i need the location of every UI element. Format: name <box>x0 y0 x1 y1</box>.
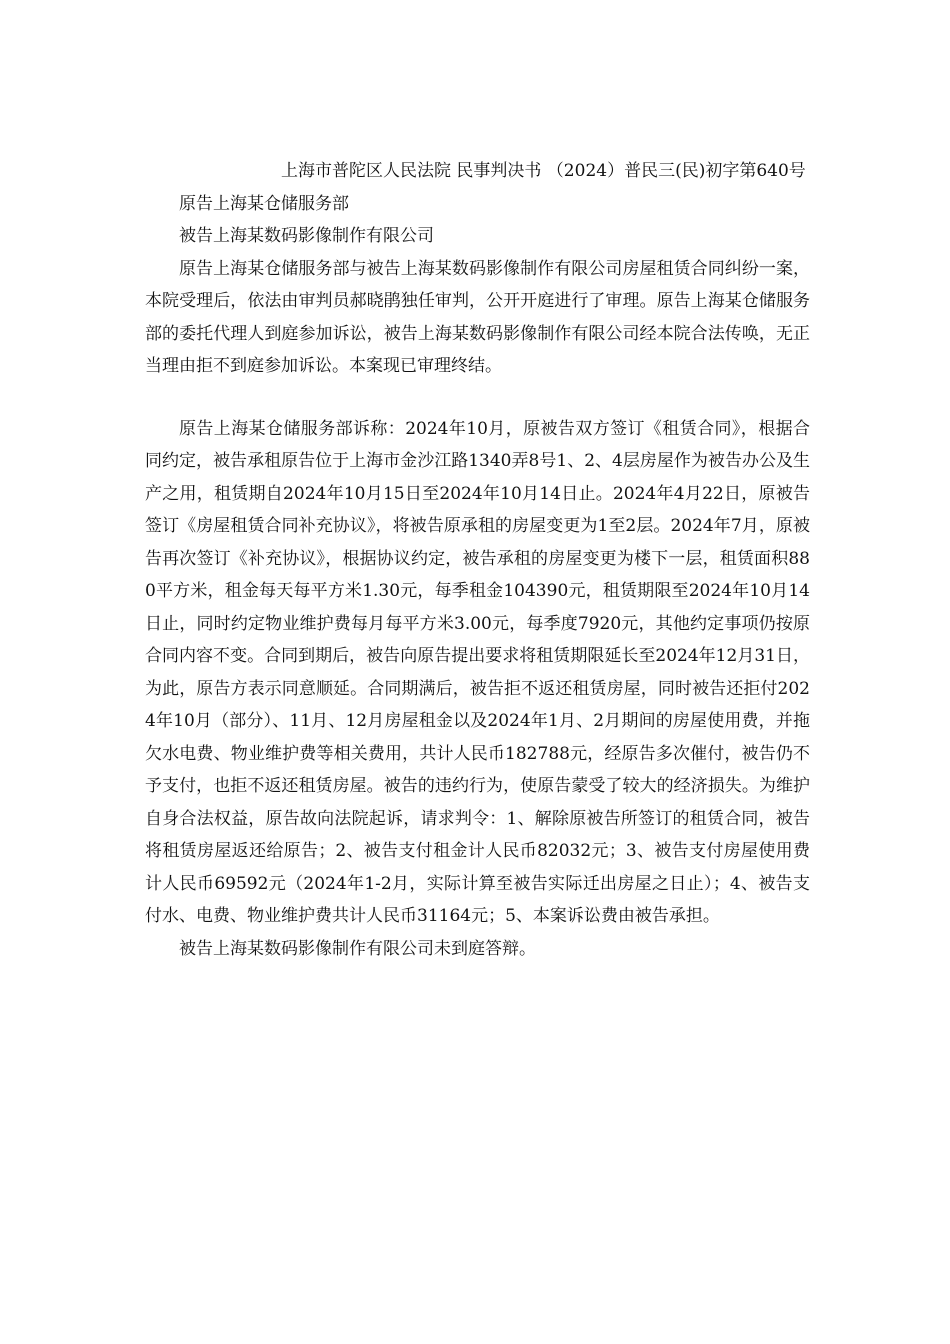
document-body <box>145 155 810 965</box>
paragraph-gap <box>145 383 810 413</box>
judgment-title: 上海市普陀区人民法院 民事判决书 （2024）普民三(民)初字第640号 <box>281 161 806 181</box>
defense-paragraph: 被告上海某数码影像制作有限公司未到庭答辩。 <box>179 938 536 959</box>
plaintiff-line: 原告上海某仓储服务部 <box>179 193 349 214</box>
case-intro-paragraph: 原告上海某仓储服务部与被告上海某数码影像制作有限公司房屋租赁合同纠纷一案，本院受理后，依法由审判员郝晓鹃独任审判，公开开庭进行了审理。原告上海某仓储服务部的委托代理人到庭参加诉讼，被告上海某数码影像制作有限公司经本院合法传唤，无正当理由拒不到庭参加诉讼。本案现已审理终结。 <box>145 258 810 376</box>
plaintiff-claim-paragraph: 原告上海某仓储服务部诉称：2024年10月，原被告双方签订《租赁合同》，根据合同约定，被告承租原告位于上海市金沙江路1340弄8号1、2、4层房屋作为被告办公及生产之用，租赁期自2024年10月15日至2024年10月14日止。2024年4月22日，原被告签订《房屋租赁合同补充协议》，将被告原承租的房屋变更为1至2层。2024年7月，原被告再次签订《补充协议》，根据协议约定，被告承租的房屋变更为楼下一层，租赁面积880平方米，租金每天每平方米1.30元，每季租金104390元，租赁期限至2024年10月14日止，同时约定物业维护费每月每平方米3.00元，每季度7920元，其他约定事项仍按原合同内容不变。合同到期后，被告向原告提出要求将租赁期限延长至2024年12月31日，为此，原告方表示同意顺延。合同期满后，被告拒不返还租赁房屋，同时被告还拒付2024年10月（部分）、11月、12月房屋租金以及2024年1月、2月期间的房屋使用费，并拖欠水电费、物业维护费等相关费用，共计人民币182788元，经原告多次催付，被告仍不予支付，也拒不返还租赁房屋。被告的违约行为，使原告蒙受了较大的经济损失。为维护自身合法权益，原告故向法院起诉，请求判令：1、解除原被告所签订的租赁合同，被告将租赁房屋返还给原告；2、被告支付租金计人民币82032元；3、被告支付房屋使用费计人民币69592元（2024年1-2月，实际计算至被告实际迁出房屋之日止）；4、被告支付水、电费、物业维护费共计人民币31164元；5、本案诉讼费由被告承担。 <box>145 418 810 926</box>
defendant-line: 被告上海某数码影像制作有限公司 <box>179 226 434 246</box>
